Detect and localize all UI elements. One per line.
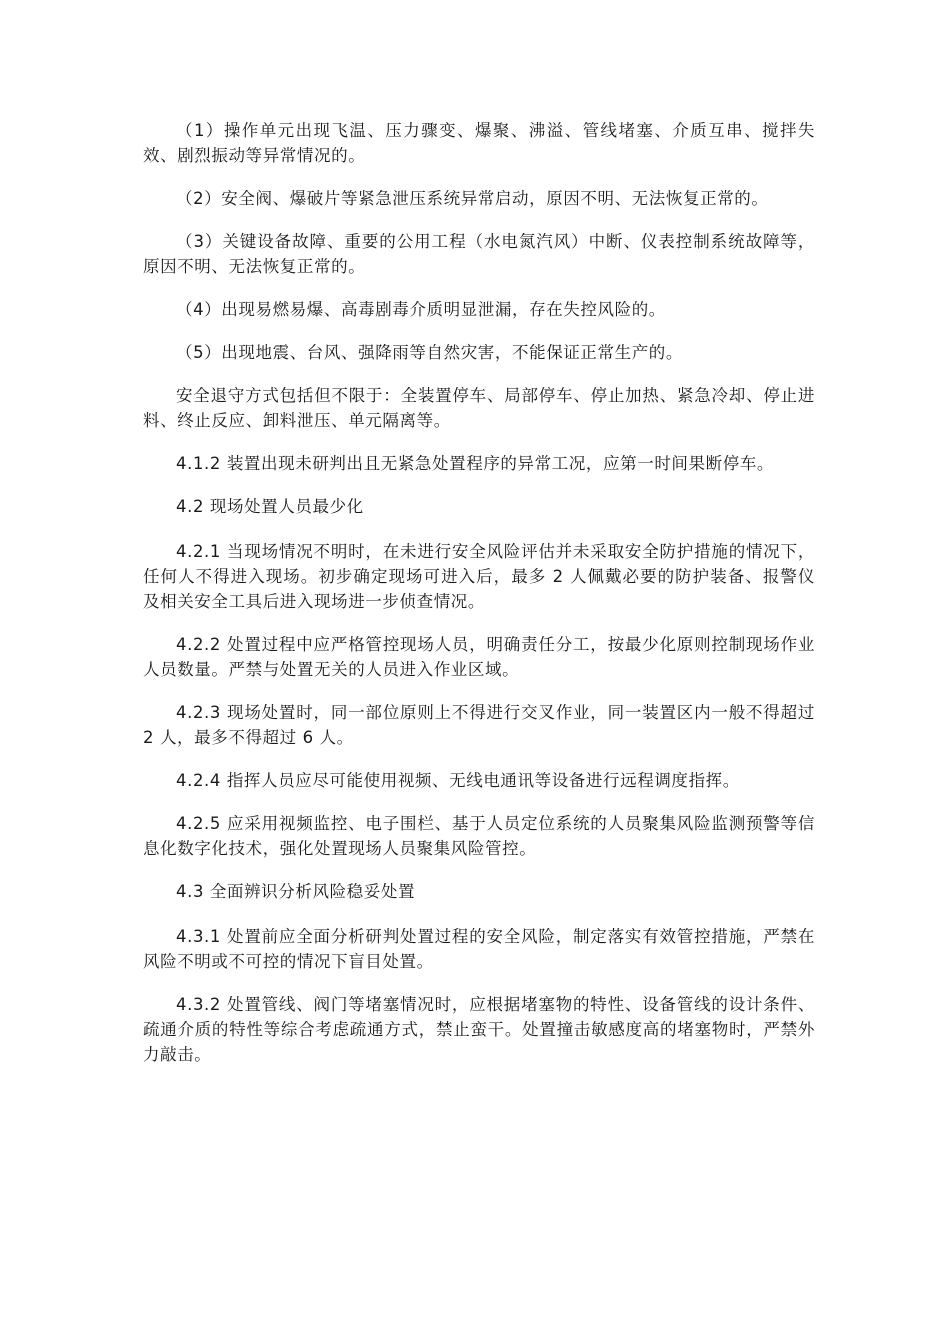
- paragraph-abnormal-condition-2: （2）安全阀、爆破片等紧急泄压系统异常启动，原因不明、无法恢复正常的。: [176, 189, 769, 208]
- paragraph-4-2-1: 4.2.1 当现场情况不明时，在未进行安全风险评估并未采取安全防护措施的情况下，任何人不得进入现场。初步确定现场可进入后，最多 2 人佩戴必要的防护装备、报警仪及相关安全工具后进入现场进一步侦查情况。: [143, 542, 815, 611]
- paragraph-abnormal-condition-1: （1）操作单元出现飞温、压力骤变、爆聚、沸溢、管线堵塞、介质互串、搅拌失效、剧烈振动等异常情况的。: [143, 121, 815, 165]
- paragraph-4-2-4: 4.2.4 指挥人员应尽可能使用视频、无线电通讯等设备进行远程调度指挥。: [176, 771, 740, 790]
- paragraph-abnormal-condition-5: （5）出现地震、台风、强降雨等自然灾害，不能保证正常生产的。: [176, 343, 683, 362]
- paragraph-4-2-3: 4.2.3 现场处置时，同一部位原则上不得进行交叉作业，同一装置区内一般不得超过 2 人，最多不得超过 6 人。: [143, 703, 815, 747]
- section-heading-4-2: 4.2 现场处置人员最少化: [176, 497, 364, 516]
- document-page: [143, 118, 815, 1085]
- paragraph-4-2-2: 4.2.2 处置过程中应严格管控现场人员，明确责任分工，按最少化原则控制现场作业人员数量。严禁与处置无关的人员进入作业区域。: [143, 635, 815, 679]
- paragraph-4-2-5: 4.2.5 应采用视频监控、电子围栏、基于人员定位系统的人员聚集风险监测预警等信息化数字化技术，强化处置现场人员聚集风险管控。: [143, 814, 815, 858]
- paragraph-4-3-2: 4.3.2 处置管线、阀门等堵塞情况时，应根据堵塞物的特性、设备管线的设计条件、疏通介质的特性等综合考虑疏通方式，禁止蛮干。处置撞击敏感度高的堵塞物时，严禁外力敲击。: [143, 995, 815, 1064]
- section-heading-4-3: 4.3 全面辨识分析风险稳妥处置: [176, 882, 416, 901]
- paragraph-safe-fallback-methods: 安全退守方式包括但不限于：全装置停车、局部停车、停止加热、紧急冷却、停止进料、终止反应、卸料泄压、单元隔离等。: [143, 386, 815, 430]
- paragraph-4-3-1: 4.3.1 处置前应全面分析研判处置过程的安全风险，制定落实有效管控措施，严禁在风险不明或不可控的情况下盲目处置。: [143, 927, 815, 971]
- paragraph-abnormal-condition-4: （4）出现易燃易爆、高毒剧毒介质明显泄漏，存在失控风险的。: [176, 300, 666, 319]
- paragraph-4-1-2: 4.1.2 装置出现未研判出且无紧急处置程序的异常工况，应第一时间果断停车。: [176, 454, 775, 473]
- paragraph-abnormal-condition-3: （3）关键设备故障、重要的公用工程（水电氮汽风）中断、仪表控制系统故障等，原因不明、无法恢复正常的。: [143, 232, 815, 276]
